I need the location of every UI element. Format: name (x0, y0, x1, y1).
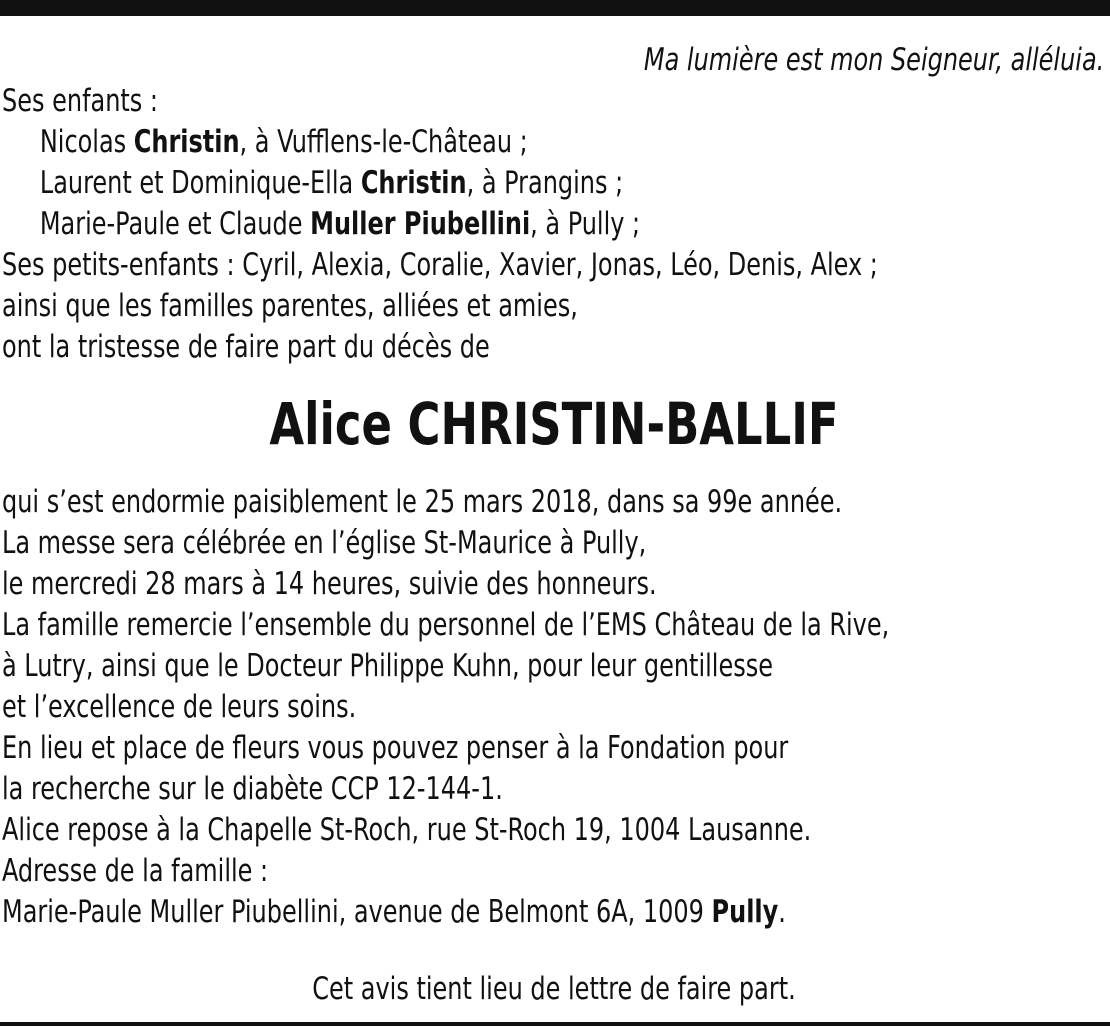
body-line: Adresse de la famille : (2, 853, 269, 889)
families-line: ainsi que les familles parentes, alliées et amies, (2, 288, 578, 324)
body-line: la recherche sur le diabète CCP 12-144-1. (2, 771, 503, 807)
body-line: à Lutry, ainsi que le Docteur Philippe Kuhn, pour leur gentillesse (2, 648, 773, 684)
child-prefix: Nicolas (39, 124, 134, 160)
body-line: Alice repose à la Chapelle St-Roch, rue St-Roch 19, 1004 Lausanne. (2, 812, 812, 848)
child-line (2, 204, 951, 245)
epigraph: Ma lumière est mon Seigneur, alléluia. (643, 42, 1105, 78)
announcement-line: ont la tristesse de faire part du décès de (2, 329, 490, 365)
body-line: La messe sera célébrée en l’église St-Maurice à Pully, (2, 525, 647, 561)
child-line (2, 122, 951, 163)
address-text: Marie-Paule Muller Piubellini, avenue de Belmont 6A, 1009 (2, 894, 712, 930)
address-city: Pully (711, 894, 779, 930)
body-line: En lieu et place de fleurs vous pouvez penser à la Fondation pour (2, 730, 789, 766)
top-border-rule (0, 0, 1110, 16)
child-prefix: Marie-Paule et Claude (39, 206, 311, 242)
family-address (2, 892, 951, 933)
grandchildren-line: Ses petits-enfants : Cyril, Alexia, Coralie, Xavier, Jonas, Léo, Denis, Alex ; (2, 247, 878, 283)
child-surname: Muller Piubellini (310, 206, 531, 242)
child-line (2, 163, 951, 204)
child-suffix: , à Prangins ; (466, 165, 624, 201)
bottom-border-rule (0, 1022, 1110, 1026)
notice-content (2, 40, 1106, 1010)
body-line: le mercredi 28 mars à 14 heures, suivie des honneurs. (2, 566, 657, 602)
child-suffix: , à Vufflens-le-Château ; (239, 124, 528, 160)
address-end: . (778, 894, 786, 930)
child-surname: Christin (360, 165, 467, 201)
child-surname: Christin (133, 124, 240, 160)
child-prefix: Laurent et Dominique-Ella (39, 165, 361, 201)
body-line: et l’excellence de leurs soins. (2, 689, 357, 725)
body-line: qui s’est endormie paisiblement le 25 mars 2018, dans sa 99e année. (2, 484, 843, 520)
children-intro: Ses enfants : (2, 83, 159, 119)
footer-note: Cet avis tient lieu de lettre de faire part. (312, 971, 796, 1007)
child-suffix: , à Pully ; (530, 206, 641, 242)
body-line: La famille remercie l’ensemble du personnel de l’EMS Château de la Rive, (2, 607, 890, 643)
deceased-name: Alice CHRISTIN-BALLIF (269, 390, 839, 458)
